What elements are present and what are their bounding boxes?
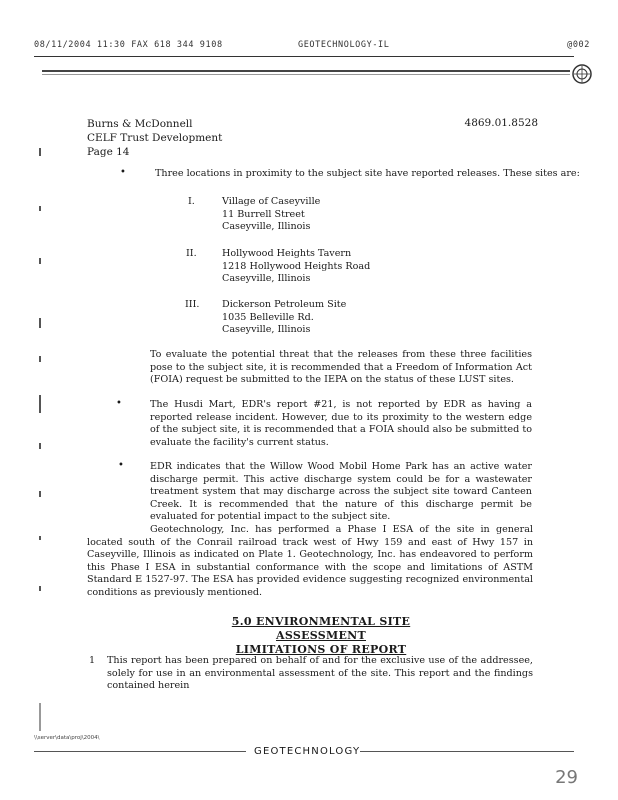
scan-mark xyxy=(39,586,41,591)
fax-header xyxy=(34,40,590,52)
site-name: Village of Caseyville xyxy=(222,196,321,207)
limitation-text: This report has been prepared on behalf of and for the exclusive use of the addressee, solely for use in an environmental assessment of the site. This report and the findings contained herein xyxy=(107,655,533,692)
site-numeral: II. xyxy=(186,248,197,259)
site-street: 1035 Belleville Rd. xyxy=(222,311,314,323)
site-entry xyxy=(222,248,370,286)
fax-sender: GEOTECHNOLOGY-IL xyxy=(298,40,390,50)
site-numeral: I. xyxy=(188,196,195,207)
site-name: Dickerson Petroleum Site xyxy=(222,299,347,310)
site-city: Caseyville, Illinois xyxy=(222,324,311,336)
margin-scan-marks xyxy=(39,0,43,800)
site-entry xyxy=(222,299,346,337)
section-heading-line2: LIMITATIONS OF REPORT xyxy=(235,643,407,656)
bullet-symbol: • xyxy=(120,167,126,178)
letterhead-logo xyxy=(570,62,594,86)
recipient: Burns & McDonnell xyxy=(87,118,193,130)
bullet-symbol: • xyxy=(116,398,122,409)
scan-mark xyxy=(39,491,41,497)
scan-mark xyxy=(39,443,41,449)
footer-rule-left xyxy=(34,751,246,752)
site-street: 1218 Hollywood Heights Road xyxy=(222,260,371,272)
bullet-symbol: • xyxy=(118,460,124,471)
scan-mark xyxy=(39,318,41,328)
scan-mark xyxy=(39,356,41,362)
scan-mark xyxy=(39,148,41,156)
site-numeral: III. xyxy=(185,299,200,310)
page-number: Page 14 xyxy=(87,146,130,158)
site-entry xyxy=(222,196,320,234)
fax-header-rule xyxy=(34,56,574,57)
fax-date-time: 08/11/2004 11:30 FAX 618 344 9108 xyxy=(34,40,223,50)
letterhead-rule xyxy=(42,70,570,72)
site-city: Caseyville, Illinois xyxy=(222,221,311,233)
reference-number: 4869.01.8528 xyxy=(464,117,538,129)
section-heading-line1: 5.0 ENVIRONMENTAL SITE ASSESSMENT xyxy=(231,615,411,642)
footer-rule-right xyxy=(360,751,574,752)
site-city: Caseyville, Illinois xyxy=(222,273,311,285)
site-street: 11 Burrell Street xyxy=(222,208,305,220)
bullet-one-text: Three locations in proximity to the subject site have reported releases. These sites are: xyxy=(155,168,580,179)
footer-company: GEOTECHNOLOGY xyxy=(254,746,361,757)
scan-mark xyxy=(39,395,41,413)
bullet-three-text: EDR indicates that the Willow Wood Mobil Home Park has an active water discharge permit. This active discharge system could be for a wastewater treatment system that may discharge across the subject site toward Canteen Creek. It is recommended that the nature of this discharge permit be evaluated for potential impact to the subject site. xyxy=(150,461,532,523)
limitation-number: 1 xyxy=(89,655,96,666)
project-name: CELF Trust Development xyxy=(87,132,223,144)
letter-header xyxy=(87,117,222,159)
summary-paragraph: Geotechnology, Inc. has performed a Phase I ESA of the site in general located south of the Conrail railroad track west of Hwy 159 and east of Hwy 157 in Caseyville, Illinois as indicated on Plate 1. Geotechnology, Inc. has endeavored to perform this Phase I ESA in substantial conformance with the scope and limitations of ASTM Standard E 1527-97. The ESA has provided evidence suggesting recognized environmental conditions as previously mentioned. xyxy=(87,524,533,598)
letterhead-rule-thin xyxy=(42,74,570,75)
file-path-note: \\server\data\proj\2004\ xyxy=(34,735,100,741)
scan-mark xyxy=(39,258,41,264)
bullet-one-followup: To evaluate the potential threat that the releases from these three facilities pose to the subject site, it is recommended that a Freedom of Information Act (FOIA) request be submitted to the IEPA on the status of these LUST sites. xyxy=(150,349,532,386)
bullet-two-text: The Husdi Mart, EDR's report #21, is not reported by EDR as having a reported release incident. However, due to its proximity to the western edge of the subject site, it is recommended that a FOIA should also be submitted to evaluate the facility's current status. xyxy=(150,399,532,448)
page-mark: 29 xyxy=(555,767,578,788)
fax-page-code: @002 xyxy=(567,40,590,50)
site-name: Hollywood Heights Tavern xyxy=(222,248,352,259)
scan-mark xyxy=(39,206,41,211)
scan-mark xyxy=(39,703,41,731)
scan-mark xyxy=(39,536,41,540)
section-heading xyxy=(186,615,456,657)
